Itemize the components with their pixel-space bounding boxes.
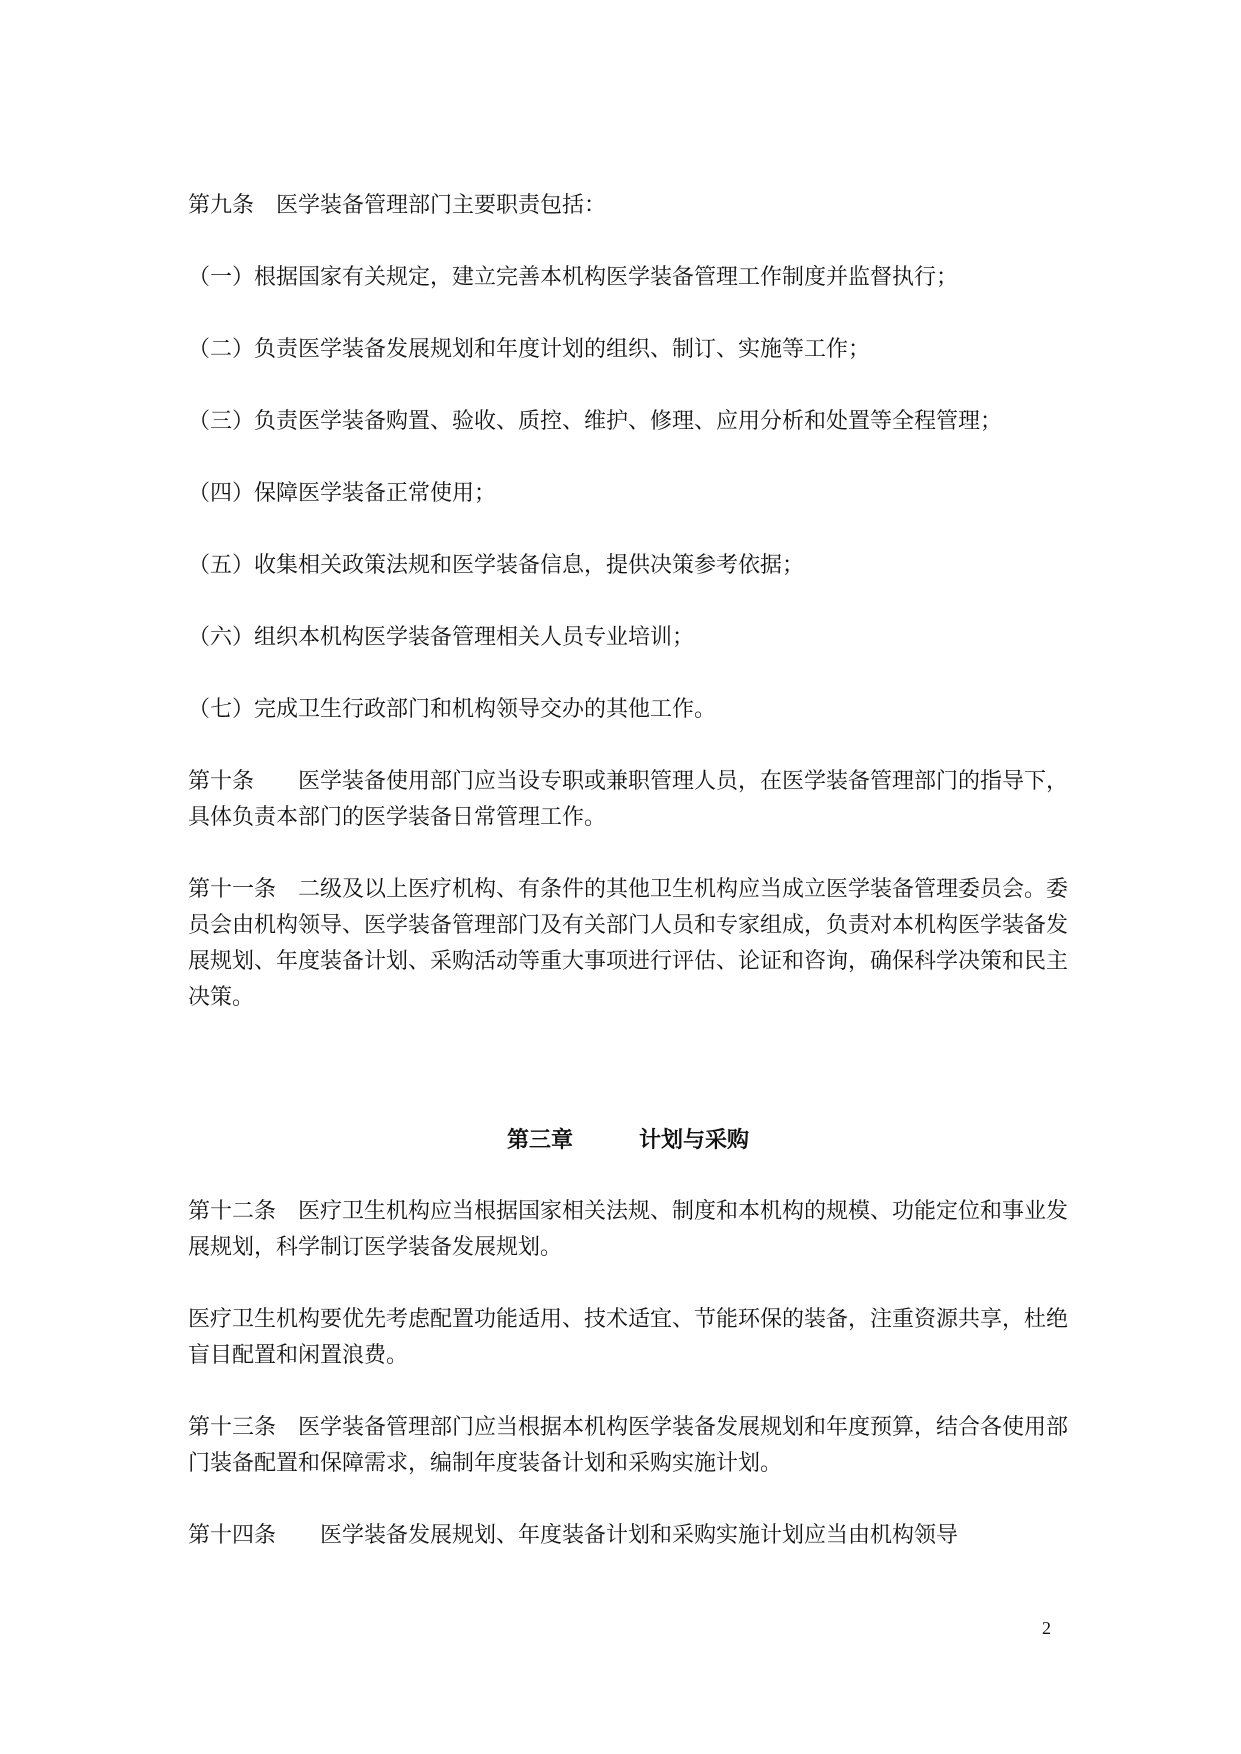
article-9-item-5: （五）收集相关政策法规和医学装备信息，提供决策参考依据； — [188, 553, 805, 578]
article-9-heading: 第九条 医学装备管理部门主要职责包括： — [188, 193, 607, 218]
article-9-item-4: （四）保障医学装备正常使用； — [188, 481, 497, 506]
article-11: 第十一条 二级及以上医疗机构、有条件的其他卫生机构应当成立医学装备管理委员会。委员会由机构领导、医学装备管理部门及有关部门人员和专家组成，负责对本机构医学装备发展规划、年度装备计划、采购活动等重大事项进行评估、论证和咨询，确保科学决策和民主决策。 — [188, 877, 1069, 1010]
article-9-item-1: （一）根据国家有关规定，建立完善本机构医学装备管理工作制度并监督执行； — [188, 265, 959, 290]
article-14: 第十四条 医学装备发展规划、年度装备计划和采购实施计划应当由机构领导 — [188, 1523, 959, 1548]
article-10: 第十条 医学装备使用部门应当设专职或兼职管理人员，在医学装备管理部门的指导下，具体负责本部门的医学装备日常管理工作。 — [188, 769, 1069, 830]
article-9-item-2: （二）负责医学装备发展规划和年度计划的组织、制订、实施等工作； — [188, 337, 871, 362]
chapter-heading: 第三章 计划与采购 — [506, 1127, 749, 1153]
article-9-item-7: （七）完成卫生行政部门和机构领导交办的其他工作。 — [188, 697, 717, 722]
page-content — [188, 188, 1068, 1590]
article-9-item-6: （六）组织本机构医学装备管理相关人员专业培训； — [188, 625, 695, 650]
article-13: 第十三条 医学装备管理部门应当根据本机构医学装备发展规划和年度预算，结合各使用部门装备配置和保障需求，编制年度装备计划和采购实施计划。 — [188, 1415, 1069, 1476]
article-12: 第十二条 医疗卫生机构应当根据国家相关法规、制度和本机构的规模、功能定位和事业发展规划，科学制订医学装备发展规划。 — [188, 1199, 1069, 1260]
article-9-item-3: （三）负责医学装备购置、验收、质控、维护、修理、应用分析和处置等全程管理； — [188, 409, 1003, 434]
page-number: 2 — [1042, 1618, 1051, 1638]
article-12-paragraph-2: 医疗卫生机构要优先考虑配置功能适用、技术适宜、节能环保的装备，注重资源共享，杜绝盲目配置和闲置浪费。 — [188, 1307, 1069, 1368]
